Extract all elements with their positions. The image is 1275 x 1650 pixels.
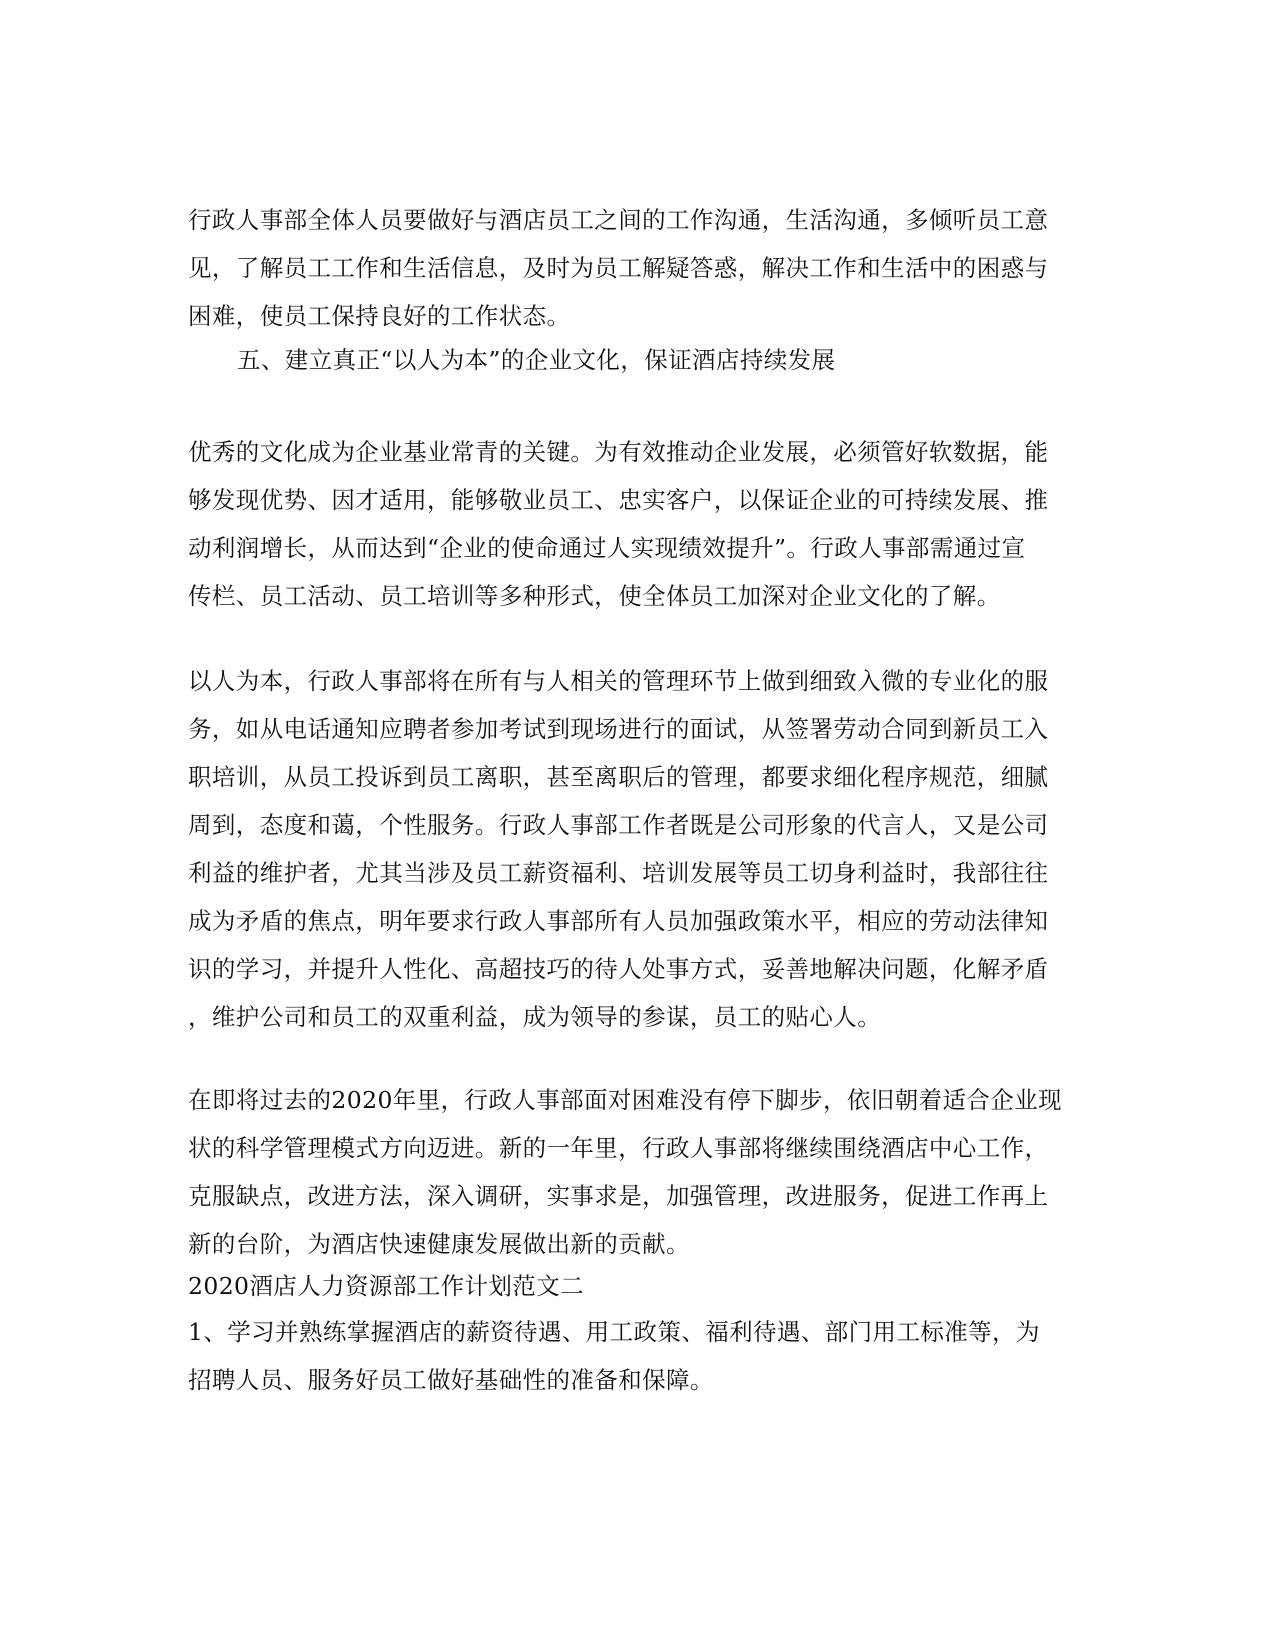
paragraph-culture — [188, 428, 1188, 620]
text-line: 利益的维护者，尤其当涉及员工薪资福利、培训发展等员工切身利益时，我部往往 — [188, 859, 1049, 887]
heading-text: 五、建立真正“以人为本”的企业文化，保证酒店持续发展 — [237, 346, 836, 374]
text-line: 见，了解员工工作和生活信息，及时为员工解疑答惑，解决工作和生活中的困惑与 — [188, 254, 1049, 282]
text-line: 成为矛盾的焦点，明年要求行政人事部所有人员加强政策水平，相应的劳动法律知 — [188, 907, 1049, 935]
text-line: 以人为本，行政人事部将在所有与人相关的管理环节上做到细致入微的专业化的服 — [188, 667, 1049, 695]
text-line: ，维护公司和员工的双重利益，成为领导的参谋，员工的贴心人。 — [188, 1003, 882, 1031]
text-line: 动利润增长，从而达到“企业的使命通过人实现绩效提升”。行政人事部需通过宣 — [188, 534, 1026, 562]
text-line: 在即将过去的2020年里，行政人事部面对困难没有停下脚步，依旧朝着适合企业现 — [188, 1086, 1063, 1114]
text-line: 新的台阶，为酒店快速健康发展做出新的贡献。 — [188, 1230, 690, 1258]
text-line: 1、学习并熟练掌握酒店的薪资待遇、用工政策、福利待遇、部门用工标准等，为 — [188, 1318, 1040, 1346]
paragraph-communication — [188, 196, 1188, 340]
paragraph-item-one — [188, 1308, 1188, 1404]
title-text: 2020酒店人力资源部工作计划范文二 — [188, 1272, 585, 1300]
text-line: 困难，使员工保持良好的工作状态。 — [188, 302, 571, 330]
text-line: 识的学习，并提升人性化、高超技巧的待人处事方式，妥善地解决问题，化解矛盾 — [188, 955, 1049, 983]
text-line: 招聘人员、服务好员工做好基础性的准备和保障。 — [188, 1366, 714, 1394]
text-line: 优秀的文化成为企业基业常青的关键。为有效推动企业发展，必须管好软数据，能 — [188, 438, 1049, 466]
text-line: 状的科学管理模式方向迈进。新的一年里，行政人事部将继续围绕酒店中心工作， — [188, 1134, 1049, 1162]
paragraph-people-oriented — [188, 657, 1188, 1041]
text-line: 克服缺点，改进方法，深入调研，实事求是，加强管理，改进服务，促进工作再上 — [188, 1182, 1049, 1210]
paragraph-summary — [188, 1076, 1188, 1268]
text-line: 周到，态度和蔼，个性服务。行政人事部工作者既是公司形象的代言人，又是公司 — [188, 811, 1049, 839]
section-heading-five — [237, 336, 1237, 384]
text-line: 够发现优势、因才适用，能够敬业员工、忠实客户，以保证企业的可持续发展、推 — [188, 486, 1049, 514]
text-line: 行政人事部全体人员要做好与酒店员工之间的工作沟通，生活沟通，多倾听员工意 — [188, 206, 1049, 234]
text-line: 传栏、员工活动、员工培训等多种形式，使全体员工加深对企业文化的了解。 — [188, 582, 1001, 610]
document-title-two — [188, 1262, 1188, 1310]
text-line: 职培训，从员工投诉到员工离职，甚至离职后的管理，都要求细化程序规范，细腻 — [188, 763, 1049, 791]
text-line: 务，如从电话通知应聘者参加考试到现场进行的面试，从签署劳动合同到新员工入 — [188, 715, 1049, 743]
